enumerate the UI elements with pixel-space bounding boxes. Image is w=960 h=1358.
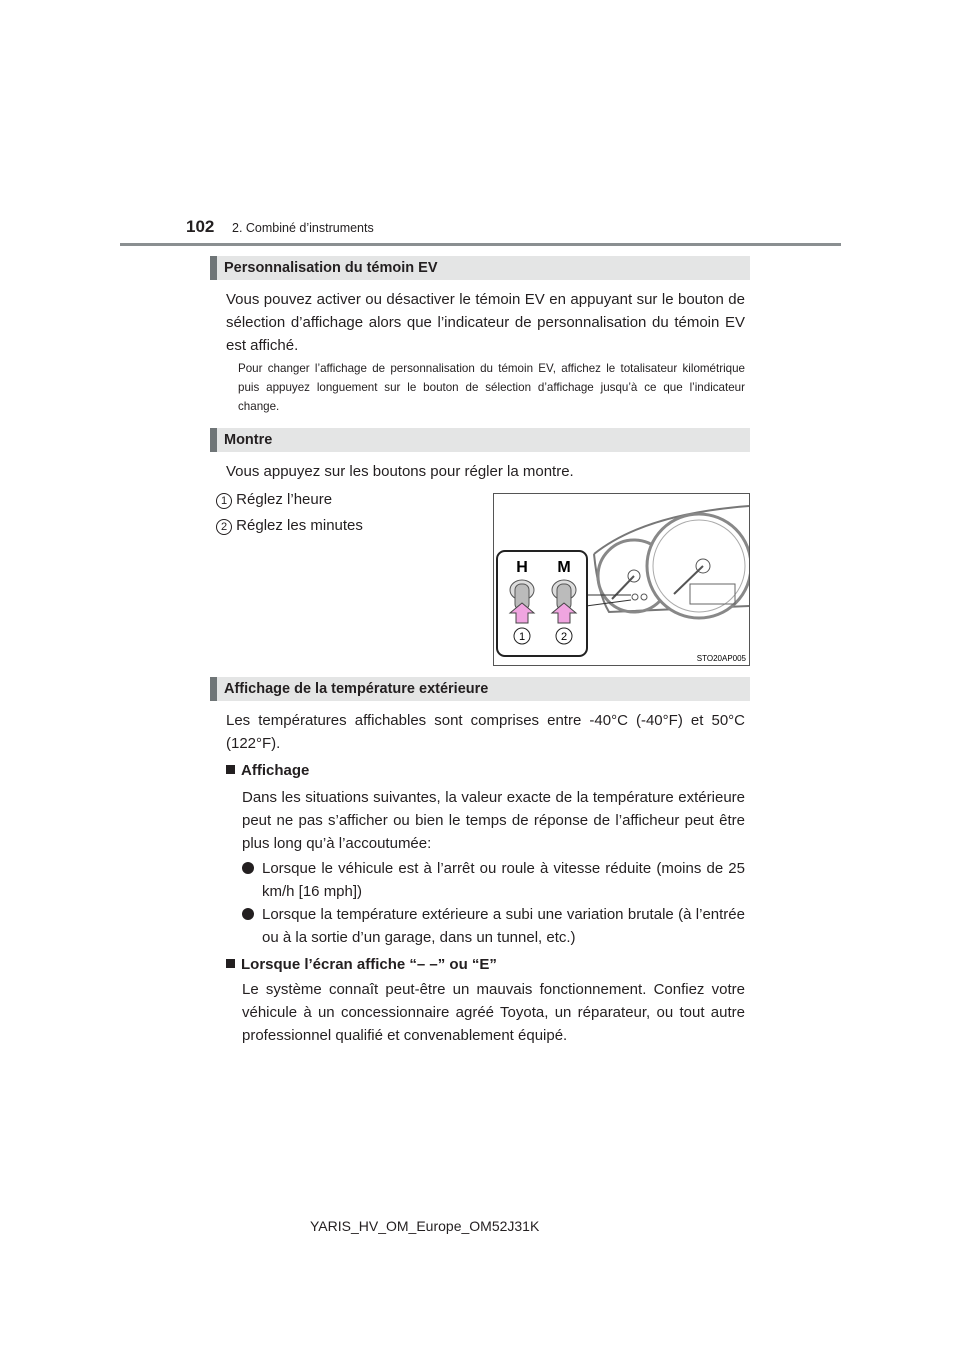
ev-note: Pour changer l’affichage de personnalisation du témoin EV, affichez le totalisateur kilométrique puis appuyez longuement sur le bouton de sélection d’affichage jusqu’à ce que l’indicateur change. (238, 362, 745, 413)
clock-items (216, 487, 363, 539)
clock-block (210, 487, 750, 669)
bullet-text: Lorsque la température extérieure a subi une variation brutale (à l’entrée ou à la sortie d’un garage, dans un tunnel, etc.) (262, 906, 745, 946)
bullet-icon (242, 862, 254, 874)
clock-figure (493, 493, 750, 666)
instrument-cluster-illustration (494, 494, 749, 665)
error-text: Le système connaît peut-être un mauvais fonctionnement. Confiez votre véhicule à un concessionnaire agréé Toyota, un réparateur, ou tout autre professionnel qualifié et convenablement équipé. (242, 981, 745, 1044)
bullet-icon (242, 908, 254, 920)
m-button-label: M (557, 559, 571, 576)
section-heading-temperature: Affichage de la température extérieure (210, 677, 750, 701)
temperature-paragraph: Les températures affichables sont comprises entre -40°C (-40°F) et 50°C (122°F). (226, 712, 745, 752)
subsection-heading-error (226, 953, 750, 976)
header-rule (120, 243, 841, 246)
subsection-title: Affichage (241, 762, 310, 779)
subsection-title: Lorsque l’écran affiche “– –” ou “E” (241, 956, 497, 973)
list-item (216, 513, 363, 539)
item-label: Réglez les minutes (236, 517, 363, 534)
section-heading-clock: Montre (210, 428, 750, 452)
affichage-text: Dans les situations suivantes, la valeur exacte de la température extérieure peut ne pas s’afficher ou bien le temps de réponse de l’afficheur peut être plus long qu’à l’accoutumée: (242, 789, 745, 852)
callout-number: 2 (216, 519, 232, 535)
item-label: Réglez l’heure (236, 491, 333, 508)
bullet-item (242, 903, 745, 949)
square-bullet-icon (226, 765, 235, 774)
h-button-label: H (516, 559, 528, 576)
bullet-item (242, 857, 745, 903)
chapter-title: 2. Combiné d’instruments (232, 221, 374, 235)
callout-1: 1 (518, 631, 526, 643)
footer-code: YARIS_HV_OM_Europe_OM52J31K (310, 1218, 540, 1234)
subsection-heading-affichage (226, 759, 750, 782)
ev-paragraph: Vous pouvez activer ou désactiver le témoin EV en appuyant sur le bouton de sélection d’affichage alors que l’indicateur de personnalisation du témoin EV est affiché. (226, 291, 745, 354)
bullet-text: Lorsque le véhicule est à l’arrêt ou roule à vitesse réduite (moins de 25 km/h [16 mph]) (262, 860, 745, 900)
page-number: 102 (186, 217, 215, 236)
list-item (216, 487, 363, 513)
callout-number: 1 (216, 493, 232, 509)
clock-paragraph: Vous appuyez sur les boutons pour régler la montre. (226, 463, 574, 480)
square-bullet-icon (226, 959, 235, 968)
section-heading-ev: Personnalisation du témoin EV (210, 256, 750, 280)
callout-2: 2 (560, 631, 568, 643)
content-column (210, 256, 750, 1047)
figure-code: STO20AP005 (696, 654, 746, 663)
